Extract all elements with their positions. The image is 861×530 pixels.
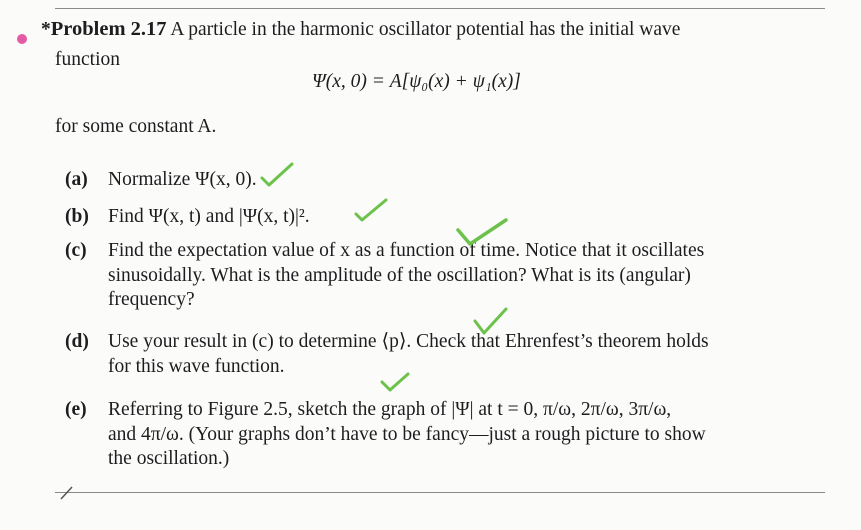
item-a-label: (a) [65, 169, 88, 190]
item-d-label: (d) [65, 331, 89, 352]
item-d-line-1: Use your result in (c) to determine ⟨p⟩. Check that Ehrenfest’s theorem holds [108, 331, 709, 352]
item-a-line: Normalize Ψ(x, 0). [108, 169, 257, 190]
problem-headline [41, 17, 680, 42]
item-b-label: (b) [65, 206, 89, 227]
bottom-rule [55, 492, 825, 493]
problem-intro-line2: function [55, 49, 120, 70]
item-b-text [108, 205, 828, 230]
item-e-line-3: the oscillation.) [108, 448, 230, 469]
item-e-line-1: Referring to Figure 2.5, sketch the graph of |Ψ| at t = 0, π/ω, 2π/ω, 3π/ω, [108, 399, 672, 420]
item-c-label: (c) [65, 240, 87, 261]
item-c-line-3: frequency? [108, 289, 195, 310]
problem-star: * [41, 19, 51, 40]
constant-statement: for some constant A. [55, 116, 217, 137]
item-b-line: Find Ψ(x, t) and |Ψ(x, t)|². [108, 206, 310, 227]
item-e-text [108, 398, 828, 472]
item-c-line-2: sinusoidally. What is the amplitude of the oscillation? What is its (angular) [108, 264, 691, 286]
top-rule [55, 8, 825, 9]
initial-wavefunction-equation: Ψ(x, 0) = A[ψ₀(x) + ψ₁(x)] [312, 71, 521, 92]
problem-intro-line1: A particle in the harmonic oscillator potential has the initial wave [170, 19, 681, 40]
item-e-label: (e) [65, 399, 87, 420]
item-c-line-1: Find the expectation value of x as a function of time. Notice that it oscillates [108, 240, 705, 261]
item-c-text [108, 239, 828, 313]
item-a-text [108, 168, 828, 193]
item-d-text [108, 330, 828, 379]
item-d-line-2: for this wave function. [108, 355, 285, 377]
item-e-line-2: and 4π/ω. (Your graphs don’t have to be fancy—just a rough picture to show [108, 423, 706, 445]
problem-number: Problem 2.17 [50, 18, 167, 40]
pink-bullet-icon [17, 34, 27, 44]
